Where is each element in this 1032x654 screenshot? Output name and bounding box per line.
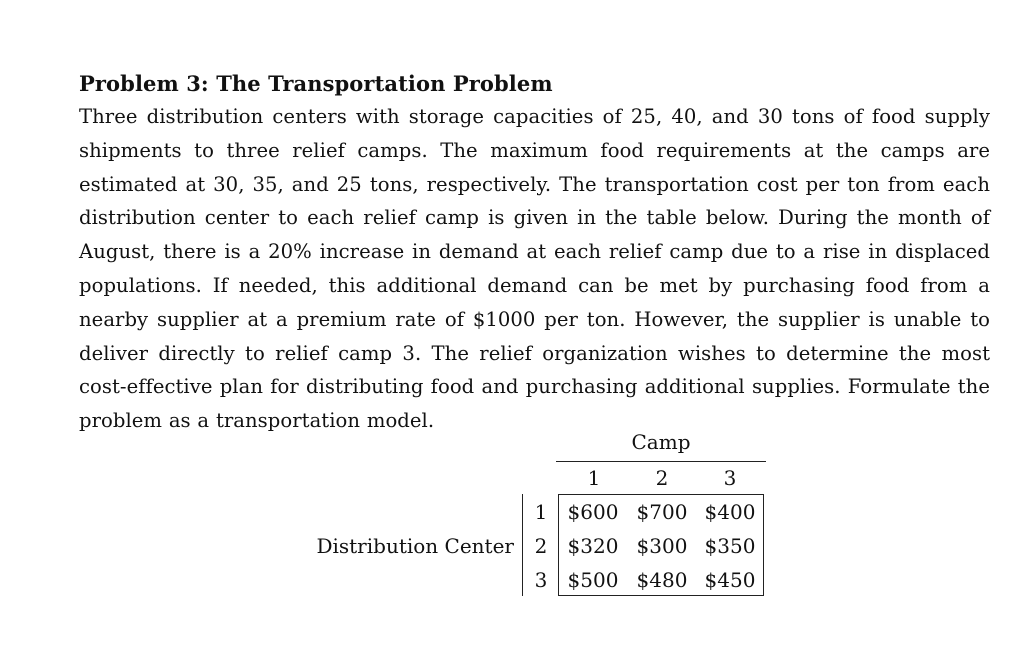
- cost-cell: $400: [704, 500, 756, 524]
- row-rule: [522, 494, 523, 596]
- camp-column-1: 1: [587, 466, 601, 490]
- distribution-center-label: Distribution Center: [316, 534, 514, 558]
- camp-column-2: 2: [655, 466, 669, 490]
- cost-cell: $450: [704, 568, 756, 592]
- cost-cell: $300: [636, 534, 688, 558]
- cost-cell: $320: [567, 534, 619, 558]
- row-label-2: 2: [534, 534, 548, 558]
- camp-header: Camp: [631, 430, 691, 454]
- row-label-3: 3: [534, 568, 548, 592]
- cost-cell: $480: [636, 568, 688, 592]
- row-label-1: 1: [534, 500, 548, 524]
- problem-section: [79, 68, 990, 438]
- camp-column-3: 3: [723, 466, 737, 490]
- header-rule: [556, 461, 766, 462]
- cost-cell: $700: [636, 500, 688, 524]
- cost-cell: $500: [567, 568, 619, 592]
- problem-statement: Three distribution centers with storage capacities of 25, 40, and 30 tons of food supply shipments to three relief camps. The maximum food requirements at the camps are estimated at 30, 35, and 25 tons, respectively. The transportation cost per ton from each distribution center to each relief camp is given in the table below. During the month of August, there is a 20% increase in demand at each relief camp due to a rise in displaced populations. If needed, this additional demand can be met by purchasing food from a nearby supplier at a premium rate of $1000 per ton. However, the supplier is unable to deliver directly to relief camp 3. The relief organization wishes to determine the most cost-effective plan for distributing food and purchasing additional supplies. Formulate the problem as a transportation model.: [79, 105, 990, 433]
- cost-grid: [558, 494, 764, 596]
- cost-cell: $600: [567, 500, 619, 524]
- problem-title: Problem 3: The Transportation Problem: [79, 71, 553, 96]
- cost-cell: $350: [704, 534, 756, 558]
